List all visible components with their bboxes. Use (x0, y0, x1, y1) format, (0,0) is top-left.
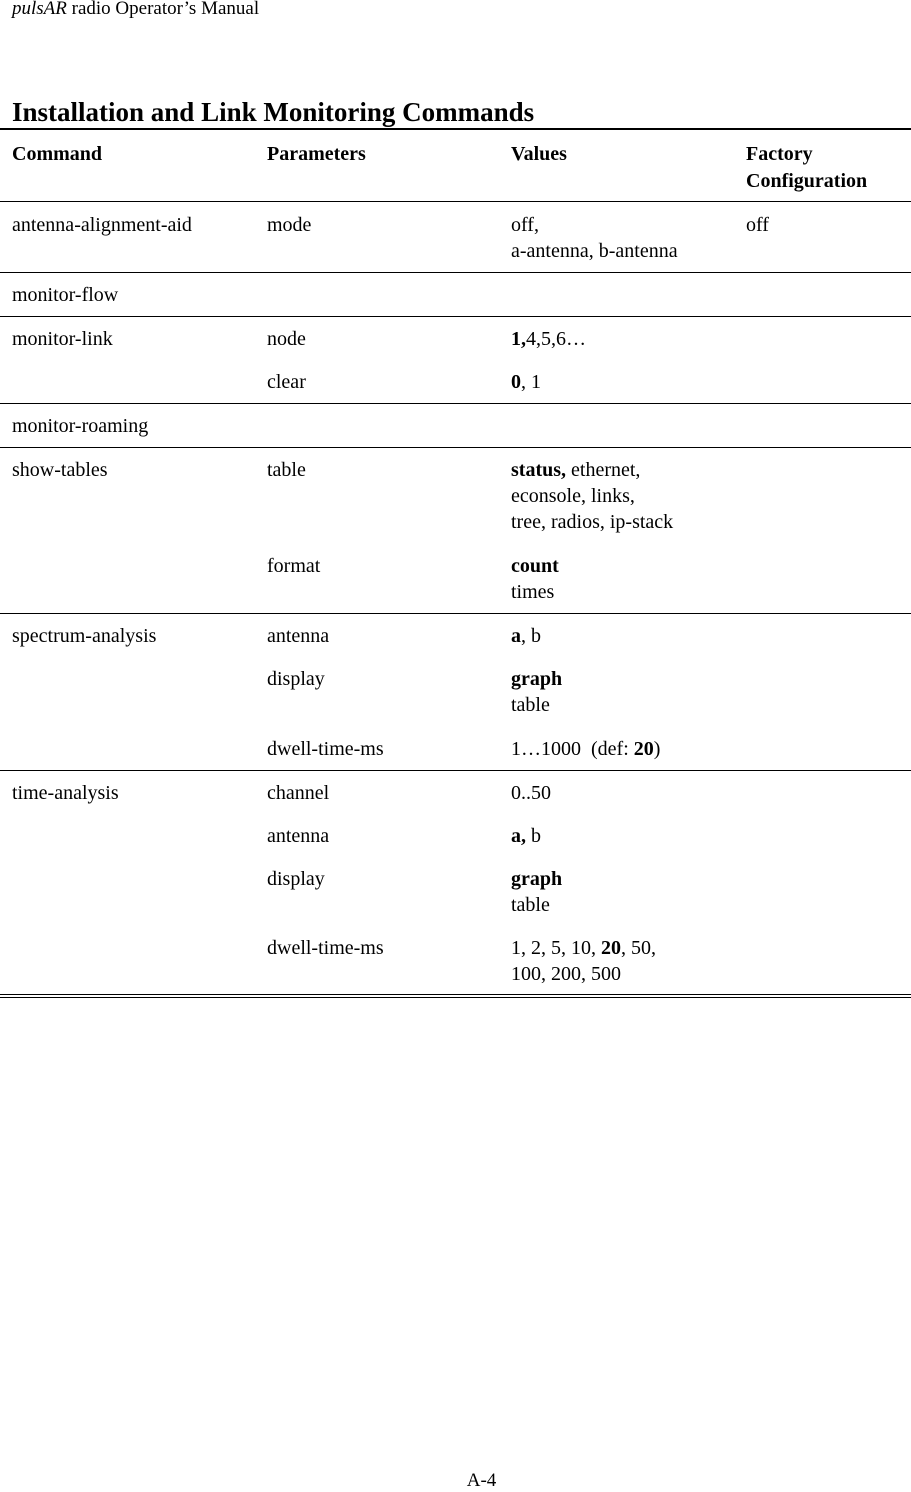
value-line: off, (511, 214, 539, 236)
row-rule (0, 770, 911, 771)
value-text: , 50, (621, 937, 656, 959)
parameter-cell: antenna (267, 625, 330, 647)
title-rule (0, 128, 911, 130)
parameter-cell: display (267, 668, 325, 690)
default-value: status, (511, 459, 567, 481)
parameter-cell: table (267, 459, 306, 481)
product-name: pulsAR (12, 0, 67, 19)
value-text: b (526, 825, 541, 847)
value-line: tree, radios, ip-stack (511, 511, 674, 533)
running-header (12, 0, 259, 20)
column-header-factory-line1: Factory (746, 143, 813, 165)
values-cell (511, 935, 656, 987)
value-text: ethernet, (566, 459, 641, 481)
values-cell (511, 823, 541, 849)
parameter-cell: format (267, 555, 321, 577)
row-rule (0, 613, 911, 614)
parameter-cell: clear (267, 371, 306, 393)
values-cell: 0..50 (511, 782, 551, 804)
header-rule (0, 201, 911, 202)
manual-title: radio Operator’s Manual (66, 0, 260, 19)
value-line (511, 935, 656, 961)
factory-cell: off (746, 214, 769, 236)
default-value: a (511, 625, 521, 647)
command-cell: show-tables (12, 459, 108, 481)
value-line (511, 666, 562, 692)
values-cell (511, 736, 660, 762)
value-line: a-antenna, b-antenna (511, 240, 678, 262)
parameter-cell: antenna (267, 825, 330, 847)
column-separator (733, 130, 734, 201)
command-cell: antenna-alignment-aid (12, 214, 192, 236)
values-cell (511, 212, 678, 264)
default-value: graph (511, 668, 563, 690)
section-title: Installation and Link Monitoring Commands (12, 97, 535, 127)
values-cell (511, 623, 541, 649)
command-cell: monitor-flow (12, 284, 119, 306)
value-line: econsole, links, (511, 485, 635, 507)
value-line: table (511, 694, 550, 716)
column-header-factory-configuration (746, 141, 867, 195)
parameter-cell: dwell-time-ms (267, 937, 384, 959)
value-text: 1, 2, 5, 10, (511, 937, 601, 959)
parameter-cell: channel (267, 782, 330, 804)
column-header-command: Command (12, 143, 103, 165)
values-cell (511, 457, 673, 535)
default-value: 1, (511, 328, 526, 350)
value-line (511, 866, 562, 892)
column-separator (497, 130, 498, 201)
row-rule (0, 403, 911, 404)
parameter-cell: display (267, 868, 325, 890)
table-header (0, 141, 911, 201)
value-text: , b (521, 625, 541, 647)
default-value: graph (511, 868, 563, 890)
column-header-factory-line2: Configuration (746, 170, 868, 192)
command-cell: time-analysis (12, 782, 119, 804)
values-cell (511, 553, 559, 605)
table-bottom-rule (0, 997, 911, 998)
value-text: , 1 (521, 371, 541, 393)
command-cell: monitor-roaming (12, 415, 149, 437)
command-cell: monitor-link (12, 328, 113, 350)
value-text: ) (653, 738, 661, 760)
default-value: 20 (601, 937, 621, 959)
values-cell (511, 326, 586, 352)
column-separator (253, 130, 254, 201)
page-number: A-4 (466, 1470, 497, 1491)
column-header-values: Values (511, 143, 567, 165)
command-cell: spectrum-analysis (12, 625, 157, 647)
value-line: table (511, 894, 550, 916)
value-text: 4,5,6… (526, 328, 586, 350)
table-bottom-rule (0, 994, 911, 995)
column-header-parameters: Parameters (267, 143, 366, 165)
parameter-cell: node (267, 328, 306, 350)
row-rule (0, 447, 911, 448)
value-line: 100, 200, 500 (511, 963, 621, 985)
default-value: a, (511, 825, 526, 847)
default-value: 0 (511, 371, 521, 393)
value-line (511, 553, 559, 579)
value-line: times (511, 581, 555, 603)
value-line (511, 457, 673, 483)
parameter-cell: mode (267, 214, 312, 236)
values-cell (511, 666, 562, 718)
values-cell (511, 866, 562, 918)
row-rule (0, 316, 911, 317)
default-value: count (511, 555, 559, 577)
default-value: 20 (633, 738, 654, 760)
parameter-cell: dwell-time-ms (267, 738, 384, 760)
value-text: 1…1000 (def: (511, 738, 634, 760)
row-rule (0, 272, 911, 273)
values-cell (511, 369, 541, 395)
